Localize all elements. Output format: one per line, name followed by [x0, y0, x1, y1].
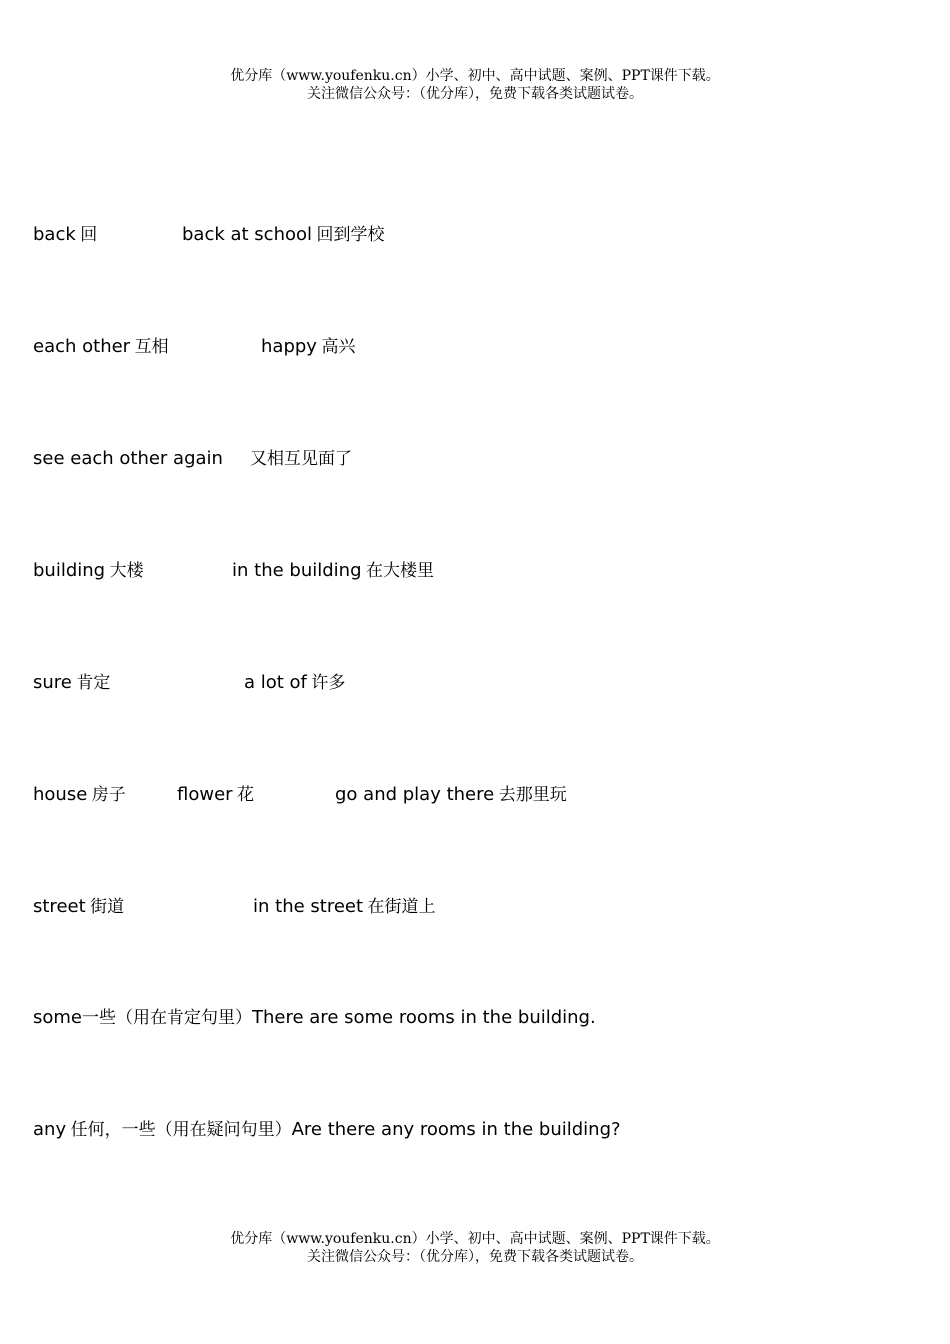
chinese-meaning: 一些（用在肯定句里）: [82, 1008, 252, 1028]
chinese-meaning: 许多: [311, 673, 346, 693]
vocab-item: [33, 1004, 596, 1031]
english-term: house: [33, 784, 88, 805]
vocab-item: [177, 781, 254, 808]
english-term: happy: [261, 336, 317, 357]
example-sentence: Are there any rooms in the building?: [291, 1119, 621, 1140]
vocab-item: [261, 333, 355, 360]
english-term: flower: [177, 784, 233, 805]
chinese-meaning: 去那里玩: [498, 785, 567, 805]
page-footer: [0, 1230, 950, 1266]
vocab-item: [33, 781, 126, 808]
english-term: a lot of: [244, 672, 307, 693]
header-line-2: 关注微信公众号：（优分库），免费下载各类试题试卷。: [307, 86, 643, 102]
english-term: street: [33, 896, 86, 917]
english-term: go and play there: [335, 784, 495, 805]
english-term: building: [33, 560, 106, 581]
chinese-meaning: 房子: [91, 785, 126, 805]
english-term: some: [33, 1007, 82, 1028]
vocab-item: [244, 669, 345, 696]
vocab-item: [250, 445, 352, 472]
page-header: [0, 67, 950, 103]
english-term: in the building: [232, 560, 362, 581]
vocab-item: [253, 893, 436, 920]
english-term: see each other again: [33, 448, 223, 469]
english-term: back at school: [182, 224, 313, 245]
chinese-meaning: 互相: [134, 337, 169, 357]
chinese-meaning: 高兴: [321, 337, 356, 357]
english-term: sure: [33, 672, 72, 693]
vocab-item: [33, 669, 110, 696]
vocab-item: [33, 221, 97, 248]
vocab-item: [335, 781, 567, 808]
english-term: back: [33, 224, 76, 245]
vocab-item: [182, 221, 385, 248]
chinese-meaning: 在街道上: [367, 897, 436, 917]
chinese-meaning: 花: [237, 785, 255, 805]
chinese-meaning: 在大楼里: [366, 561, 434, 581]
chinese-meaning: 大楼: [109, 561, 144, 581]
chinese-meaning: 街道: [90, 897, 125, 917]
vocab-item: [33, 445, 223, 472]
english-term: any: [33, 1119, 67, 1140]
chinese-meaning: 肯定: [76, 673, 111, 693]
chinese-meaning: 任何，一些（用在疑问句里）: [70, 1120, 292, 1140]
example-sentence: There are some rooms in the building.: [252, 1007, 596, 1028]
vocab-item: [232, 557, 434, 584]
chinese-meaning: 又相互见面了: [250, 449, 352, 469]
vocab-item: [33, 557, 144, 584]
english-term: in the street: [253, 896, 364, 917]
footer-line-1: 优分库（www.youfenku.cn）小学、初中、高中试题、案例、PPT课件下载。: [230, 1231, 720, 1247]
vocab-item: [33, 893, 124, 920]
footer-line-2: 关注微信公众号：（优分库），免费下载各类试题试卷。: [307, 1249, 643, 1265]
chinese-meaning: 回: [80, 225, 98, 245]
english-term: each other: [33, 336, 131, 357]
vocab-item: [33, 333, 169, 360]
chinese-meaning: 回到学校: [316, 225, 385, 245]
header-line-1: 优分库（www.youfenku.cn）小学、初中、高中试题、案例、PPT课件下载。: [230, 68, 720, 84]
vocab-item: [33, 1116, 621, 1143]
